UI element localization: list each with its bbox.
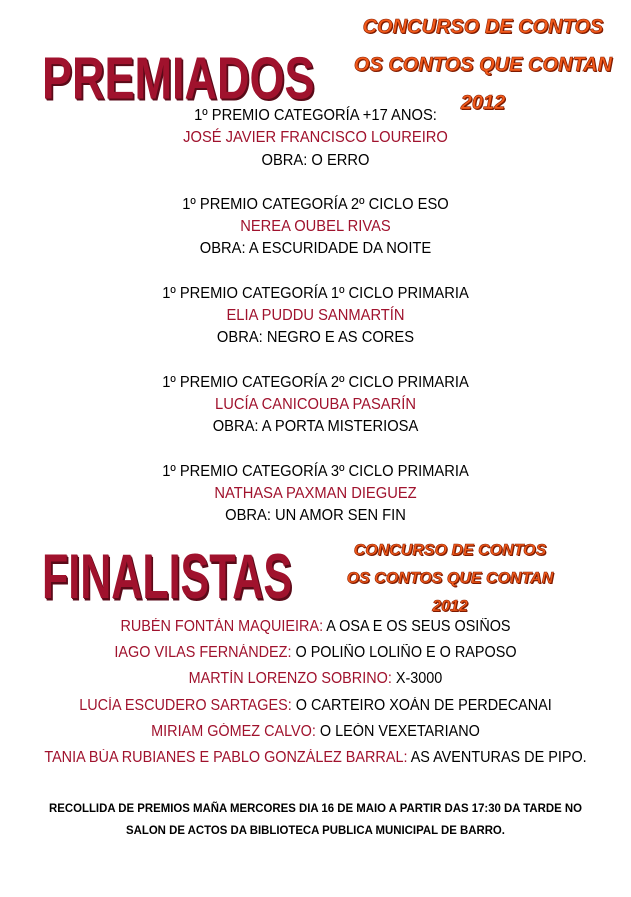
award-item [0, 461, 631, 528]
footer-line-2: SALON DE ACTOS DA BIBLIOTECA PUBLICA MUNICIPAL DE BARRO. [126, 823, 505, 837]
finalist-name: MIRIAM GÓMEZ CALVO: [151, 722, 316, 740]
contest-subtitle-line: OS CONTOS QUE CONTAN [346, 570, 554, 587]
finalist-work: AS AVENTURAS DE PIPO. [407, 749, 587, 767]
award-item [0, 194, 631, 261]
award-work: OBRA: NEGRO E AS CORES [216, 329, 415, 347]
award-category: 1º PREMIO CATEGORÍA 1º CICLO PRIMARIA [162, 284, 469, 302]
finalist-entry [22, 693, 609, 719]
footer-notice [35, 797, 596, 841]
award-work: OBRA: A ESCURIDADE DA NOITE [199, 240, 432, 258]
award-winner: LUCÍA CANICOUBA PASARÍN [215, 395, 416, 413]
finalist-entry [22, 666, 609, 692]
contest-name-line: CONCURSO DE CONTOS [353, 542, 547, 559]
finalist-work: A OSA E OS SEUS OSIÑOS [323, 618, 511, 635]
premiados-title: PREMIADOS [42, 45, 315, 112]
award-item [0, 105, 631, 172]
finalist-entry [22, 745, 609, 771]
award-category: 1º PREMIO CATEGORÍA 2º CICLO ESO [182, 195, 449, 213]
contest-year-line: 2012 [432, 598, 468, 615]
contest-heading-finalists [334, 537, 566, 621]
award-winner: NEREA OUBEL RIVAS [240, 218, 391, 236]
finalist-work: O CARTEIRO XOÁN DE PERDECANAI [291, 696, 552, 714]
contest-year-line: 2012 [460, 92, 506, 114]
award-work: OBRA: UN AMOR SEN FIN [225, 507, 406, 525]
finalists-list [0, 614, 631, 771]
award-winner: NATHASA PAXMAN DIEGUEZ [214, 484, 417, 502]
awards-list [0, 105, 631, 549]
award-item [0, 283, 631, 350]
award-item [0, 372, 631, 439]
award-category: 1º PREMIO CATEGORÍA +17 ANOS: [194, 107, 437, 124]
finalist-name: TANIA BÚA RUBIANES E PABLO GONZÁLEZ BARRAL: [44, 749, 408, 767]
finalistas-title: FINALISTAS [42, 541, 293, 612]
finalist-work: O POLIÑO LOLIÑO E O RAPOSO [291, 644, 517, 662]
finalist-name: LUCÍA ESCUDERO SARTAGES: [79, 696, 292, 714]
award-work: OBRA: O ERRO [261, 151, 370, 169]
award-category: 1º PREMIO CATEGORÍA 2º CICLO PRIMARIA [162, 373, 469, 391]
contest-subtitle-line: OS CONTOS QUE CONTAN [353, 54, 613, 76]
finalist-entry [22, 640, 609, 666]
award-work: OBRA: A PORTA MISTERIOSA [212, 418, 419, 436]
finalist-entry [22, 614, 609, 640]
award-winner: ELIA PUDDU SANMARTÍN [226, 307, 405, 325]
finalist-name: MARTÍN LORENZO SOBRINO: [188, 670, 392, 688]
footer-line-1: RECOLLIDA DE PREMIOS MAÑA MERCORES DIA 16 DE MAIO A PARTIR DAS 17:30 DA TARDE NO [49, 801, 582, 815]
finalist-entry [22, 719, 609, 745]
contest-name-line: CONCURSO DE CONTOS [362, 16, 604, 38]
finalist-work: O LEÓN VEXETARIANO [315, 722, 480, 740]
award-winner: JOSÉ JAVIER FRANCISCO LOUREIRO [183, 129, 448, 147]
finalist-work: X-3000 [391, 670, 443, 688]
award-category: 1º PREMIO CATEGORÍA 3º CICLO PRIMARIA [162, 462, 469, 480]
finalist-name: IAGO VILAS FERNÁNDEZ: [114, 644, 292, 662]
finalist-name: RUBÉN FONTÁN MAQUIEIRA: [120, 618, 324, 635]
